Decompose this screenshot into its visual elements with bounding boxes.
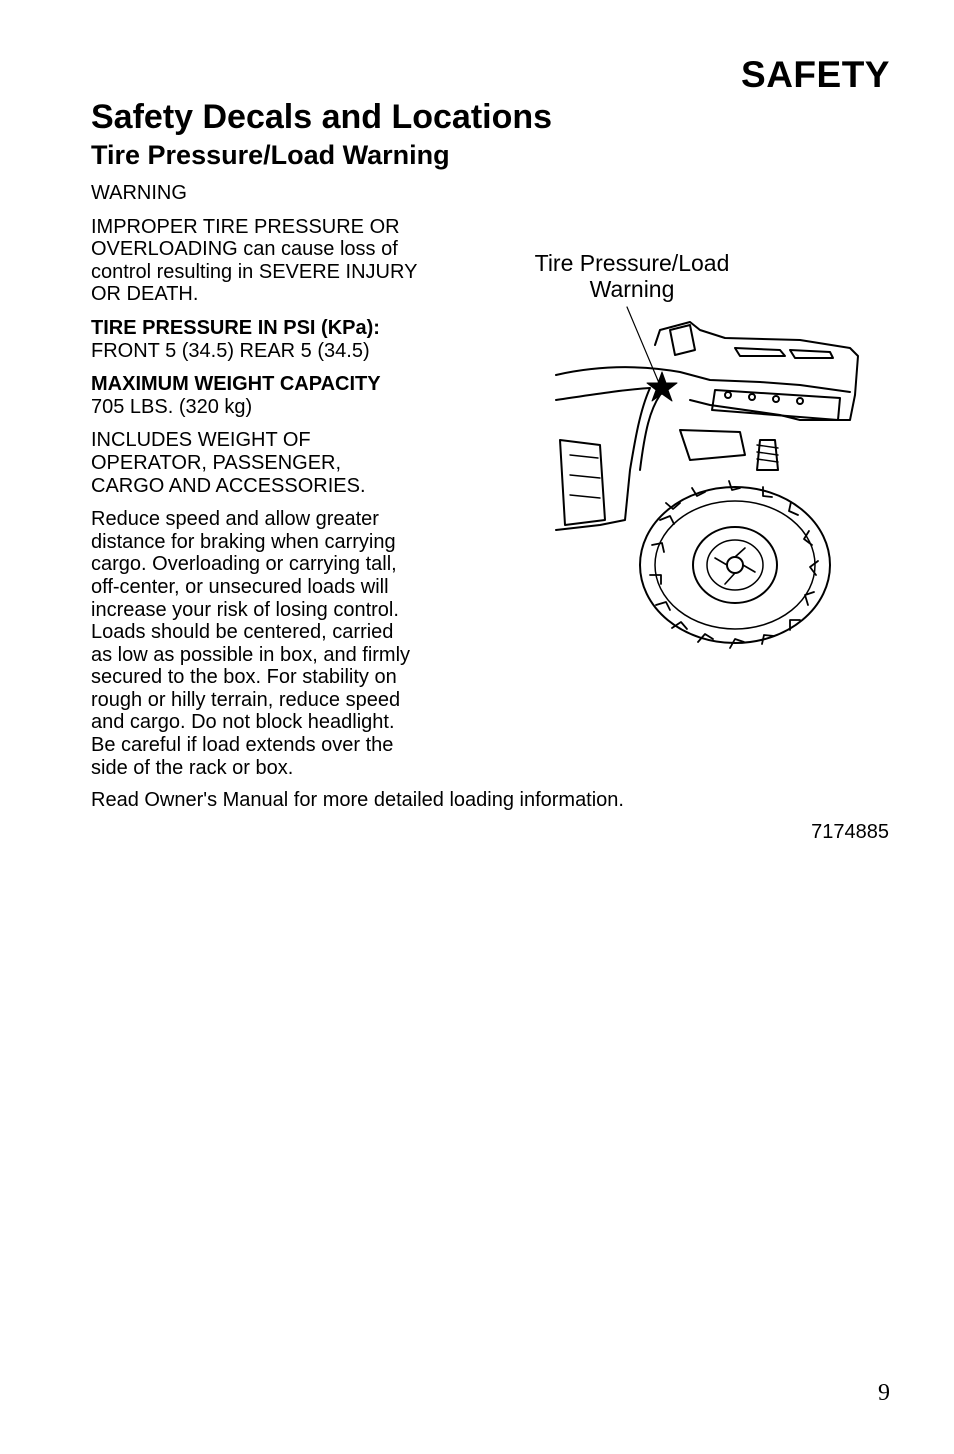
max-weight-block	[91, 373, 471, 418]
side-panel	[556, 388, 650, 530]
advice-line: off-center, or unsecured loads will	[91, 575, 389, 598]
figure-caption	[512, 250, 752, 302]
warning-text	[91, 216, 471, 306]
advice-line: side of the rack or box.	[91, 756, 294, 779]
warning-line: IMPROPER TIRE PRESSURE OR	[91, 215, 400, 238]
decal-text-column	[91, 182, 471, 790]
footer-note: Read Owner's Manual for more detailed loading information.	[91, 789, 624, 811]
rear-tire	[640, 487, 830, 643]
tire-tread	[650, 481, 818, 648]
part-number: 7174885	[811, 821, 889, 843]
page-number: 9	[878, 1380, 890, 1406]
caption-line: Warning	[589, 276, 675, 302]
advice-line: increase your risk of losing control.	[91, 598, 399, 621]
fender-top	[556, 367, 850, 392]
includes-line: INCLUDES WEIGHT OF	[91, 429, 311, 452]
axle-housing	[680, 430, 745, 460]
wheel-rim	[693, 527, 777, 603]
advice-line: rough or hilly terrain, reduce speed	[91, 688, 401, 711]
rivet	[749, 394, 755, 400]
includes-line: CARGO AND ACCESSORIES.	[91, 474, 366, 497]
includes-text	[91, 429, 471, 497]
decal-location-star	[647, 372, 677, 401]
advice-line: and cargo. Do not block headlight.	[91, 711, 395, 734]
advice-line: Reduce speed and allow greater	[91, 508, 379, 531]
warning-line: OR DEATH.	[91, 283, 199, 306]
warning-label: WARNING	[91, 182, 187, 204]
warning-line: OVERLOADING can cause loss of	[91, 238, 398, 261]
body-panel	[560, 440, 605, 525]
rack-slot	[790, 350, 833, 358]
advice-line: Loads should be centered, carried	[91, 621, 394, 644]
advice-line: cargo. Overloading or carrying tall,	[91, 553, 397, 576]
rivet	[725, 392, 731, 398]
warning-line: control resulting in SEVERE INJURY	[91, 260, 418, 283]
page-title: Safety Decals and Locations	[91, 98, 553, 136]
taillight	[670, 325, 695, 355]
section-header: SAFETY	[741, 54, 890, 95]
tire-pressure-value: FRONT 5 (34.5) REAR 5 (34.5)	[91, 339, 370, 362]
tire-pressure-block	[91, 317, 471, 362]
caption-line: Tire Pressure/Load	[534, 250, 730, 276]
tire-pressure-heading: TIRE PRESSURE IN PSI (KPa):	[91, 316, 380, 339]
wheel-hub	[727, 557, 743, 573]
rivet	[797, 398, 803, 404]
advice-line: Be careful if load extends over the	[91, 734, 394, 757]
advice-line: as low as possible in box, and firmly	[91, 643, 411, 666]
atv-rear-illustration	[550, 300, 870, 650]
max-weight-heading: MAXIMUM WEIGHT CAPACITY	[91, 373, 381, 396]
advice-line: secured to the box. For stability on	[91, 666, 397, 689]
rivet	[773, 396, 779, 402]
advice-text	[91, 508, 471, 779]
max-weight-value: 705 LBS. (320 kg)	[91, 395, 253, 418]
includes-line: OPERATOR, PASSENGER,	[91, 451, 342, 474]
rack-slot	[735, 348, 785, 356]
sub-title: Tire Pressure/Load Warning	[91, 140, 450, 170]
cargo-box-outline	[655, 322, 858, 420]
advice-line: distance for braking when carrying	[91, 530, 396, 553]
